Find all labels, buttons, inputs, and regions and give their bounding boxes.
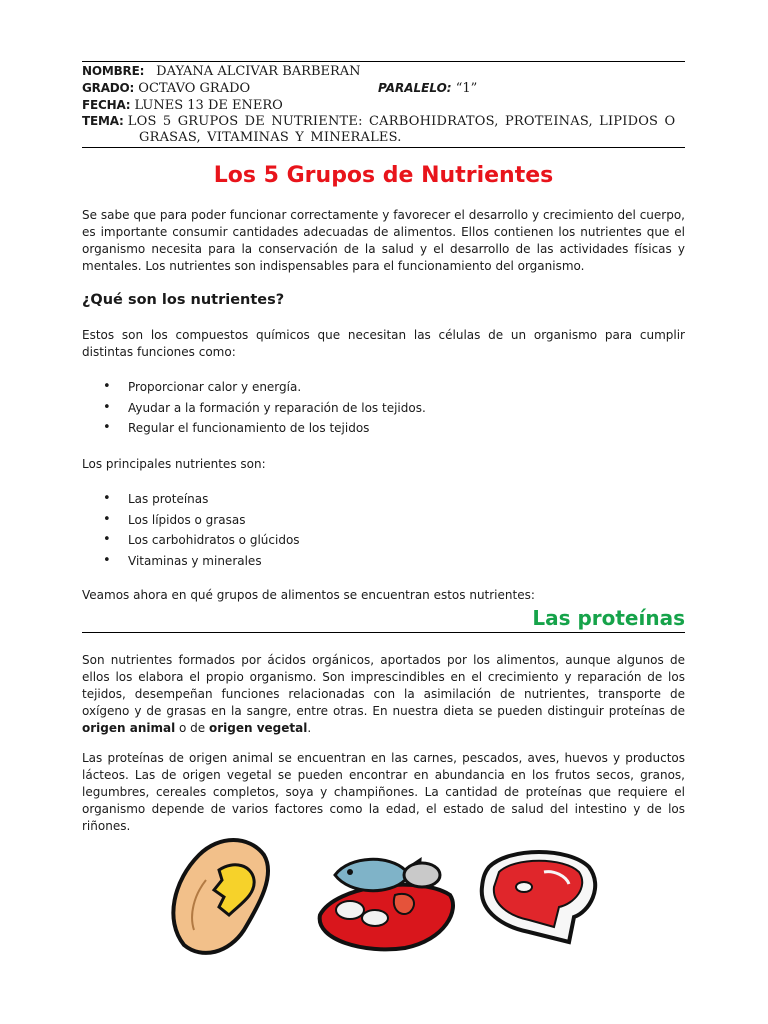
header-fecha (82, 97, 283, 114)
list-item: • Regular el funcionamiento de los tejidos (82, 418, 685, 439)
tema-value-line2: GRASAS, VITAMINAS Y MINERALES. (139, 130, 402, 145)
list-item: • Proporcionar calor y energía. (82, 377, 685, 398)
seafood-plate-clipart-icon (310, 840, 460, 955)
list-item: • Los carbohidratos o glúcidos (82, 530, 685, 551)
paralelo-value: “1” (455, 81, 478, 96)
header-nombre (82, 63, 361, 80)
header-top-rule (82, 61, 685, 62)
proteins-paragraph-1 (82, 652, 685, 737)
origen-animal-bold: origen animal (82, 721, 176, 735)
tema-value-line1: LOS 5 GRUPOS DE NUTRIENTE: CARBOHIDRATOS, PROTEINAS, LIPIDOS O (127, 114, 676, 129)
origen-vegetal-bold: origen vegetal (209, 721, 308, 735)
nombre-label: NOMBRE: (82, 64, 145, 78)
header-tema (82, 113, 685, 146)
proteins-p1-text-a: Son nutrientes formados por ácidos orgánicos, aportados por los alimentos, aunque algunos de ellos los elabora el propio organismo. Son imprescindibles en el crecimiento y reparación de los tejidos, desempeñan funciones relacionadas con la asimilación de nutrientes, transporte de oxígeno y de grasas en la sangre, entre otras. En nuestra dieta se pueden distinguir proteínas de (82, 653, 685, 718)
list-item: • Los lípidos o grasas (82, 510, 685, 531)
list-item: • Las proteínas (82, 489, 685, 510)
principal-paragraph: Los principales nutrientes son: (82, 457, 266, 471)
section-title-proteinas: Las proteínas (532, 606, 685, 630)
protein-images (82, 830, 685, 980)
tema-label: TEMA: (82, 114, 124, 128)
groups-paragraph: Veamos ahora en qué grupos de alimentos se encuentran estos nutrientes: (82, 588, 535, 602)
proteins-p1-text-b: o de (175, 721, 209, 735)
list-item: • Ayudar a la formación y reparación de los tejidos. (82, 398, 685, 419)
proteins-p1-text-c: . (307, 721, 312, 735)
proteins-paragraph-2: Las proteínas de origen animal se encuentran en las carnes, pescados, aves, huevos y productos lácteos. Las de origen vegetal se pueden encontrar en abundancia en los frutos secos, granos, legumbres, cereales completos, soya y champiñones. La cantidad de proteínas que requiere el organismo depende de varios factores como la edad, el estado de salud del intestino y de los riñones. (82, 751, 685, 833)
grado-value: OCTAVO GRADO (138, 81, 251, 96)
steak-clipart-icon (474, 842, 604, 947)
question-paragraph: Estos son los compuestos químicos que necesitan las células de un organismo para cumplir distintas funciones como: (82, 328, 685, 359)
egg-clipart-icon (164, 835, 274, 960)
page-title: Los 5 Grupos de Nutrientes (213, 163, 554, 188)
header-paralelo (378, 80, 477, 97)
fecha-label: FECHA: (82, 98, 131, 112)
header-grado (82, 80, 250, 97)
functions-list (82, 377, 685, 439)
paralelo-label: PARALELO: (378, 81, 452, 95)
question-heading: ¿Qué son los nutrientes? (82, 292, 285, 308)
list-item: • Vitaminas y minerales (82, 551, 685, 572)
fecha-value: LUNES 13 DE ENERO (134, 98, 283, 113)
intro-paragraph: Se sabe que para poder funcionar correctamente y favorecer el desarrollo y crecimiento del cuerpo, es importante consumir cantidades adecuadas de alimentos. Ellos contienen los nutrientes que el organismo necesita para la conservación de la salud y el desarrollo de las actividades físicas y mentales. Los nutrientes son indispensables para el funcionamiento del organismo. (82, 208, 685, 273)
grado-label: GRADO: (82, 81, 135, 95)
nutrients-list (82, 489, 685, 571)
nombre-value: DAYANA ALCIVAR BARBERAN (156, 64, 361, 79)
section-rule (82, 632, 685, 633)
header-bottom-rule (82, 147, 685, 148)
